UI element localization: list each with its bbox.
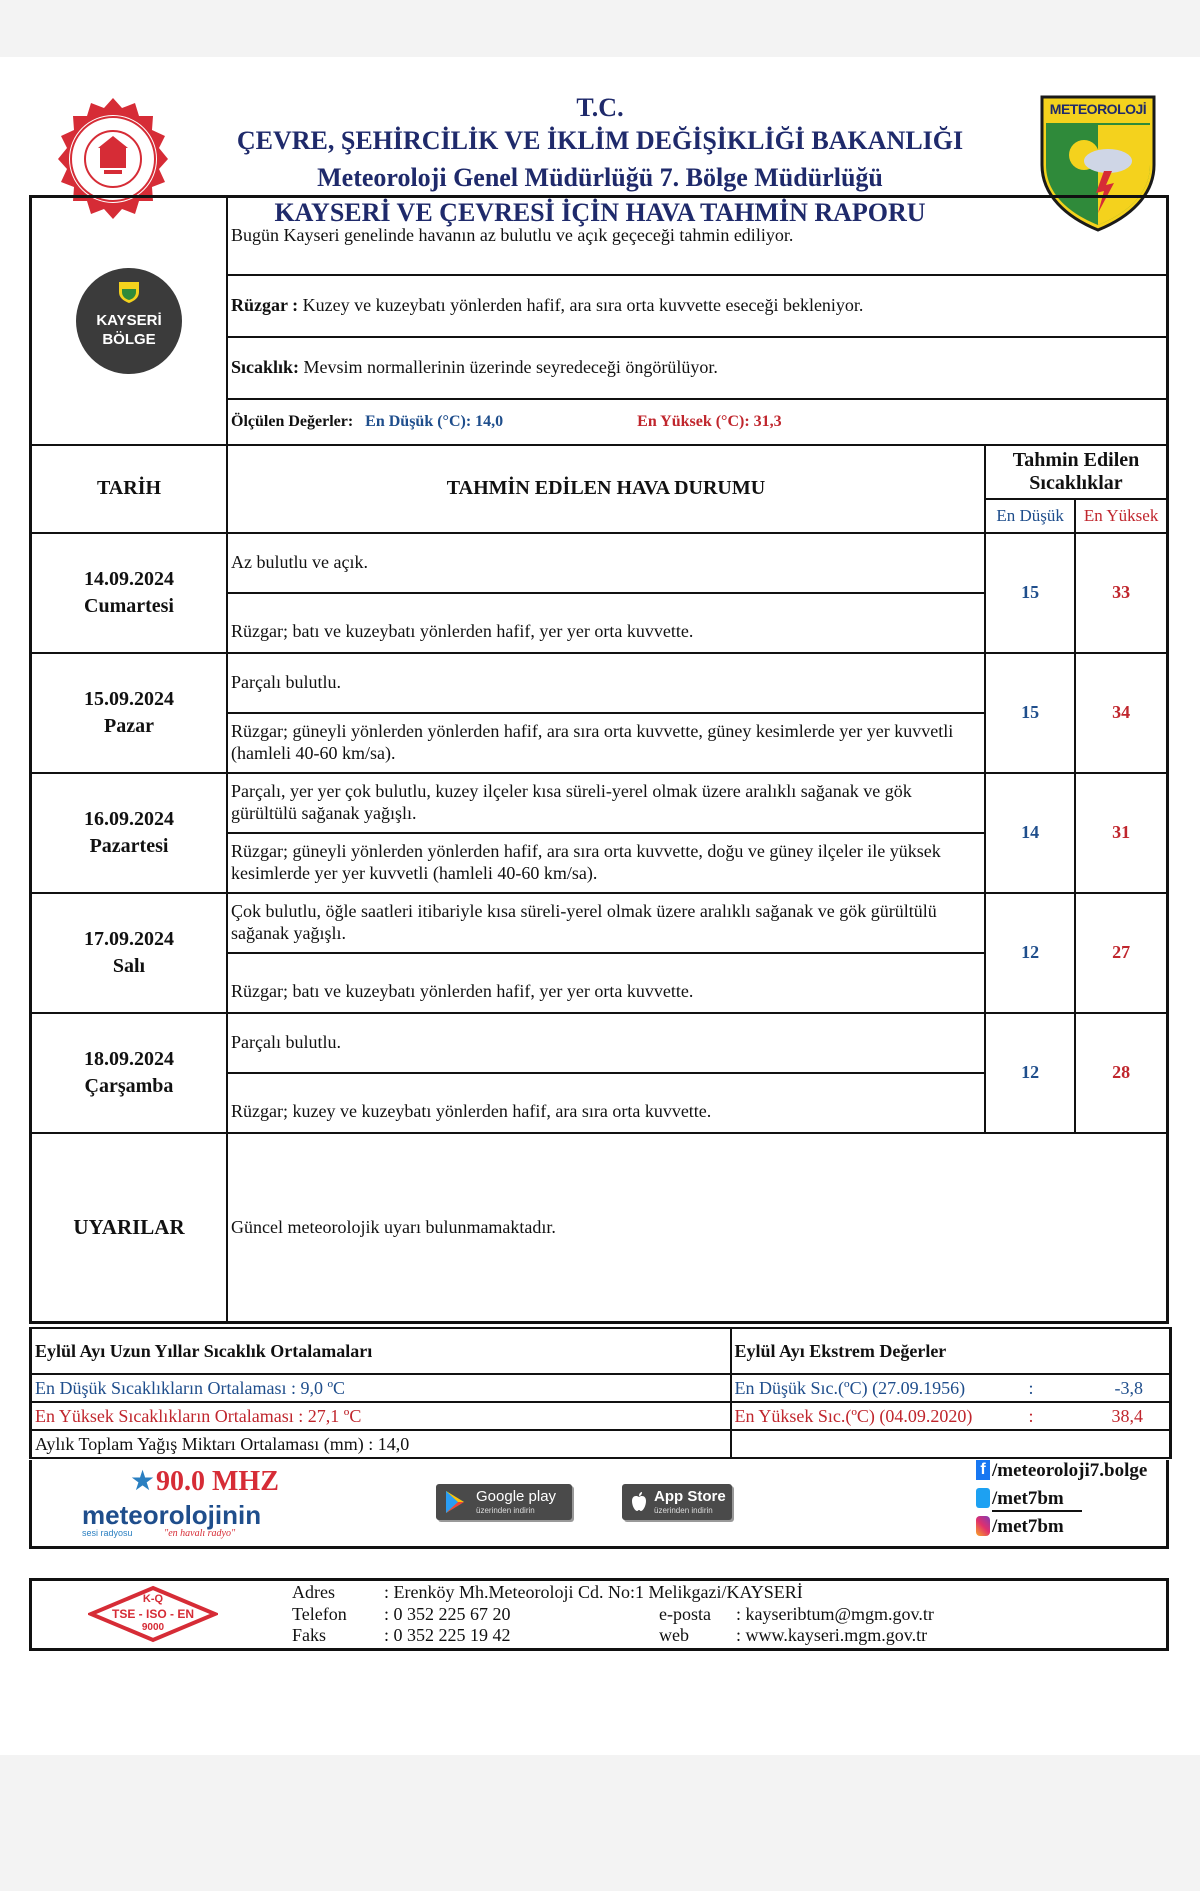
day-weather: Parçalı, yer yer çok bulutlu, kuzey ilçeler kısa süreli-yerel olmak üzere aralıklı sağanak ve gök gürültülü sağanak yağışlı.	[227, 773, 985, 833]
empty-cell	[731, 1430, 1171, 1458]
phone-value: : 0 352 225 67 20	[384, 1604, 511, 1624]
day-min-temp: 15	[985, 533, 1075, 653]
day-date-cell	[31, 653, 228, 773]
col-header-temps-line2: Sıcaklıklar	[1029, 471, 1123, 494]
instagram-link[interactable]: /met7bm	[992, 1516, 1064, 1537]
header-directorate: Meteoroloji Genel Müdürlüğü 7. Bölge Müdürlüğü	[317, 163, 883, 192]
day-weather: Çok bulutlu, öğle saatleri itibariyle kısa süreli-yerel olmak üzere aralıklı sağanak ve gök gürültülü sağanak yağışlı.	[227, 893, 985, 953]
badge-line-2: BÖLGE	[102, 330, 156, 348]
warnings-label: UYARILAR	[31, 1133, 228, 1323]
day-wind: Rüzgar; batı ve kuzeybatı yönlerden hafif, yer yer orta kuvvette.	[227, 953, 985, 1013]
day-min-temp: 14	[985, 773, 1075, 893]
day-max-temp: 27	[1075, 893, 1167, 1013]
app-store-line2: üzerinden indirin	[654, 1506, 713, 1515]
day-date: 17.09.2024	[84, 927, 174, 950]
radio-slogan: "en havalı radyo"	[164, 1528, 236, 1539]
day-date: 15.09.2024	[84, 687, 174, 710]
day-min-temp: 15	[985, 653, 1075, 773]
day-weather: Az bulutlu ve açık.	[227, 533, 985, 593]
day-max-temp: 33	[1075, 533, 1167, 653]
twitter-link[interactable]: /met7bm	[992, 1488, 1082, 1512]
radio-name: meteorolojinin	[82, 1500, 262, 1530]
day-date-cell	[31, 893, 228, 1013]
day-wind: Rüzgar; güneyli yönlerden yönlerden hafif, ara sıra orta kuvvette, güney kesimlerde yer yer kuvvetli (hamleli 40-60 km/sa).	[227, 713, 985, 773]
day-date: 16.09.2024	[84, 807, 174, 830]
day-min-temp: 12	[985, 1013, 1075, 1133]
facebook-icon[interactable]: f	[976, 1460, 990, 1480]
day-max-temp: 31	[1075, 773, 1167, 893]
day-name: Pazartesi	[89, 834, 169, 857]
fax-label: Faks	[292, 1625, 327, 1645]
day-min-temp: 12	[985, 893, 1075, 1013]
email-value[interactable]: : kayseribtum@mgm.gov.tr	[736, 1604, 934, 1624]
col-header-temps-line1: Tahmin Edilen	[1012, 448, 1140, 471]
col-header-min: En Düşük	[985, 499, 1075, 533]
day-date-cell	[31, 773, 228, 893]
web-label: web	[659, 1625, 689, 1645]
cert-line-3: 9000	[141, 1622, 165, 1633]
day-date-cell	[31, 533, 228, 653]
radio-frequency: 90.0 MHZ	[156, 1466, 279, 1497]
region-badge-cell	[31, 197, 228, 445]
day-date: 14.09.2024	[84, 567, 174, 590]
kayseri-bolge-badge	[76, 268, 182, 374]
col-header-temps	[985, 445, 1168, 499]
instagram-icon[interactable]	[976, 1516, 990, 1536]
apple-icon	[630, 1491, 648, 1513]
twitter-icon[interactable]	[976, 1488, 990, 1508]
measured-min: En Düşük (°C): 14,0	[365, 412, 504, 430]
web-value[interactable]: : www.kayseri.mgm.gov.tr	[736, 1625, 928, 1645]
badge-line-1: KAYSERİ	[96, 311, 162, 329]
monthly-stats-table	[29, 1327, 1172, 1459]
region-emblem-icon	[117, 280, 141, 304]
star-icon: ★	[130, 1464, 156, 1497]
header-ministry: ÇEVRE, ŞEHİRCİLİK VE İKLİM DEĞİŞİKLİĞİ BAKANLIĞI	[236, 126, 964, 155]
footer-bar	[29, 1460, 1169, 1549]
measured-label: Ölçülen Değerler:	[231, 412, 354, 430]
col-header-weather: TAHMİN EDİLEN HAVA DURUMU	[227, 445, 985, 533]
address-block	[29, 1578, 1169, 1651]
cert-line-2: TSE - ISO - EN	[111, 1607, 194, 1621]
ext-max-row	[731, 1402, 1171, 1430]
stats-right-title: Eylül Ayı Ekstrem Değerler	[731, 1328, 1171, 1374]
forecast-table	[29, 195, 1169, 1324]
radio-sub: sesi radyosu	[82, 1528, 133, 1538]
summary-temp-text: Mevsim normallerinin üzerinde seyredeceği öngörülüyor.	[299, 357, 718, 377]
stats-left-title: Eylül Ayı Uzun Yıllar Sıcaklık Ortalamaları	[31, 1328, 731, 1374]
email-label: e-posta	[659, 1604, 711, 1624]
summary-general: Bugün Kayseri genelinde havanın az bulutlu ve açık geçeceği tahmin ediliyor.	[227, 197, 1168, 275]
app-store-line1: App Store	[654, 1488, 726, 1505]
google-play-line2: üzerinden indirin	[476, 1506, 535, 1515]
summary-measured	[227, 399, 1168, 445]
warnings-text: Güncel meteorolojik uyarı bulunmamaktadır.	[227, 1133, 1168, 1323]
radio-logo[interactable]	[72, 1466, 292, 1544]
ext-max-value: 38,4	[1111, 1406, 1143, 1426]
ext-min-label: En Düşük Sıc.(ºC) (27.09.1956)	[734, 1377, 966, 1398]
ext-min-value: -3,8	[1114, 1378, 1143, 1398]
day-max-temp: 28	[1075, 1013, 1167, 1133]
summary-wind-text: Kuzey ve kuzeybatı yönlerden hafif, ara sıra orta kuvvette eseceği bekleniyor.	[298, 295, 864, 315]
summary-temp-label: Sıcaklık:	[231, 357, 300, 377]
ext-min-colon: :	[1028, 1378, 1034, 1398]
day-wind: Rüzgar; kuzey ve kuzeybatı yönlerden hafif, ara sıra orta kuvvette.	[227, 1073, 985, 1133]
day-wind: Rüzgar; güneyli yönlerden yönlerden hafif, ara sıra orta kuvvette, doğu ve güney ilçeler ile yüksek kesimlerde yer yer kuvvetli (hamleli 40-60 km/sa).	[227, 833, 985, 893]
facebook-link[interactable]: /meteoroloji7.bolge	[992, 1460, 1148, 1481]
summary-wind-label: Rüzgar :	[231, 295, 299, 315]
phone-label: Telefon	[292, 1604, 347, 1624]
google-play-button[interactable]	[436, 1484, 572, 1520]
day-weather: Parçalı bulutlu.	[227, 1013, 985, 1073]
fax-value: : 0 352 225 19 42	[384, 1625, 511, 1645]
header-line-tc: T.C.	[576, 93, 624, 122]
day-date-cell	[31, 1013, 228, 1133]
ext-max-colon: :	[1028, 1406, 1034, 1426]
measured-max: En Yüksek (°C): 31,3	[637, 412, 782, 430]
day-name: Salı	[112, 954, 146, 977]
day-name: Pazar	[104, 714, 154, 737]
day-wind: Rüzgar; batı ve kuzeybatı yönlerden hafif, yer yer orta kuvvette.	[227, 593, 985, 653]
google-play-line1: Google play	[476, 1488, 557, 1505]
google-play-icon	[444, 1490, 466, 1514]
page-title: KAYSERİ VE ÇEVRESİ İÇİN HAVA TAHMİN RAPORU	[274, 198, 926, 227]
app-store-button[interactable]	[622, 1484, 732, 1520]
day-name: Cumartesi	[84, 594, 174, 617]
avg-max-row: En Yüksek Sıcaklıkların Ortalaması : 27,1 ºC	[31, 1402, 731, 1430]
day-name: Çarşamba	[84, 1074, 174, 1097]
ext-min-row	[731, 1374, 1171, 1402]
address-value: : Erenköy Mh.Meteoroloji Cd. No:1 Melikgazi/KAYSERİ	[384, 1582, 803, 1602]
avg-min-row: En Düşük Sıcaklıkların Ortalaması : 9,0 ºC	[31, 1374, 731, 1402]
meteoroloji-logo-text: METEOROLOJİ	[1049, 101, 1147, 117]
cert-line-1: K-Q	[142, 1593, 164, 1605]
tse-cert-logo	[88, 1585, 218, 1643]
ext-max-label: En Yüksek Sıc.(ºC) (04.09.2020)	[734, 1405, 973, 1426]
summary-wind	[227, 275, 1168, 337]
col-header-max: En Yüksek	[1075, 499, 1167, 533]
summary-temperature	[227, 337, 1168, 399]
address-label: Adres	[292, 1582, 335, 1602]
day-weather: Parçalı bulutlu.	[227, 653, 985, 713]
col-header-date: TARİH	[31, 445, 228, 533]
day-max-temp: 34	[1075, 653, 1167, 773]
avg-rain-row: Aylık Toplam Yağış Miktarı Ortalaması (mm) : 14,0	[31, 1430, 731, 1458]
day-date: 18.09.2024	[84, 1047, 174, 1070]
